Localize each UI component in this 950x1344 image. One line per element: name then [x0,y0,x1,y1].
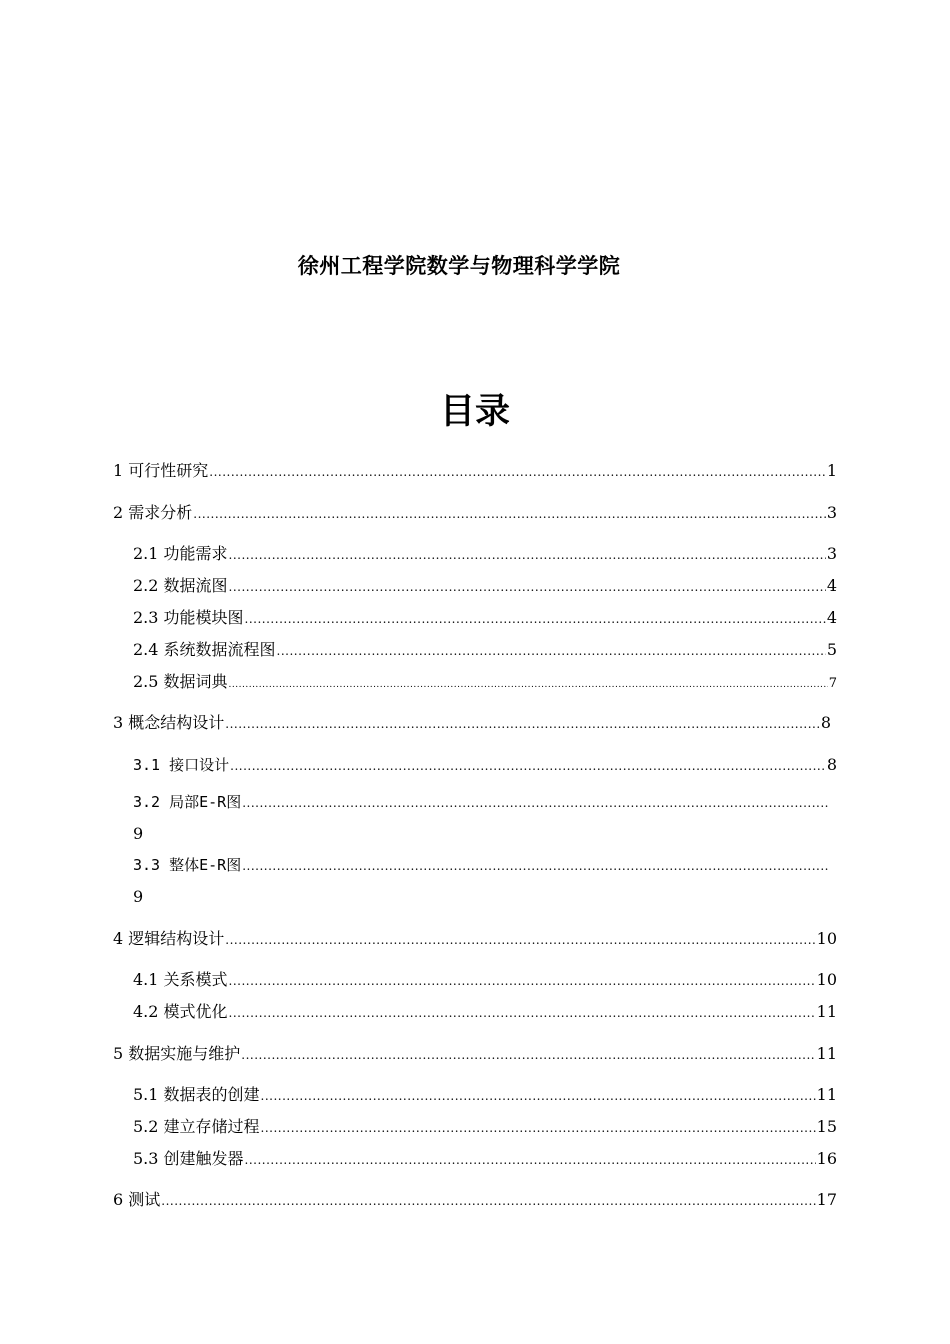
toc-entry-text: 2 需求分析 [113,503,193,522]
toc-entry-page: 1 [826,461,837,480]
toc-entry-3[interactable] [113,713,831,734]
toc-entry-text: 3.3 整体E-R图 [133,856,242,874]
toc-entry-2-4[interactable] [133,640,837,661]
toc-entry-text: 2.3 功能模块图 [133,608,244,627]
toc-entry-page: 15 [816,1117,837,1136]
dot-leader [193,504,826,524]
toc-entry-text: 4.1 关系模式 [133,970,228,989]
toc-entry-text: 5.3 创建触发器 [133,1149,244,1168]
toc-entry-text: 3.1 接口设计 [133,756,230,774]
dot-leader [161,1191,815,1211]
toc-entry-page: 4 [826,576,837,595]
dot-leader [245,609,826,629]
toc-entry-5-1[interactable] [133,1085,837,1106]
dot-leader [229,971,816,991]
dot-leader [242,856,830,876]
toc-entry-page: 10 [816,929,837,948]
toc-entry-5-2[interactable] [133,1117,837,1138]
college-name: 徐州工程学院数学与物理科学学院 [297,254,621,278]
toc-entry-3-2[interactable] [133,792,831,813]
toc-entry-page: 5 [826,640,837,659]
dot-leader [229,1003,816,1023]
dot-leader [225,714,820,734]
toc-entry-page: 16 [816,1149,837,1168]
toc-entry-text: 1 可行性研究 [113,461,209,480]
toc-entry-page: 3 [826,503,837,522]
toc-entry-3-3[interactable] [133,855,831,876]
toc-entry-text: 6 测试 [113,1190,161,1209]
toc-entry-text: 5.1 数据表的创建 [133,1085,260,1104]
dot-leader [245,1150,816,1170]
dot-leader [261,1118,816,1138]
toc-entry-page: 8 [826,755,837,774]
toc-entry-2[interactable] [113,503,837,524]
dot-leader [229,577,826,597]
toc-entry-5[interactable] [113,1044,837,1065]
toc-entry-2-2[interactable] [133,576,837,597]
toc-entry-text: 2.4 系统数据流程图 [133,640,276,659]
toc-entry-4[interactable] [113,929,837,950]
toc-entry-page: 11 [816,1002,837,1021]
dot-leader [277,641,826,661]
dot-leader [225,930,815,950]
toc-entry-text: 4 逻辑结构设计 [113,929,225,948]
dot-leader [209,462,826,482]
toc-entry-page: 8 [820,713,831,732]
dot-leader [229,545,826,565]
toc-entry-page: 3 [826,544,837,563]
toc-entry-page: 7 [828,676,837,691]
toc-entry-page: 4 [826,608,837,627]
toc-entry-3-3-page: 9 [133,887,144,906]
toc-entry-text: 4.2 模式优化 [133,1002,228,1021]
dot-leader [230,756,826,776]
toc-entry-6[interactable] [113,1190,837,1211]
toc-entry-4-1[interactable] [133,970,837,991]
toc-entry-page: 17 [816,1190,837,1209]
toc-title: 目录 [439,392,510,432]
dot-leader [242,793,830,813]
toc-entry-3-1[interactable] [133,755,837,776]
toc-entry-4-2[interactable] [133,1002,837,1023]
dot-leader [261,1086,816,1106]
toc-entry-text: 2.1 功能需求 [133,544,228,563]
toc-entry-text: 3 概念结构设计 [113,713,225,732]
toc-entry-2-1[interactable] [133,544,837,565]
toc-entry-text: 5 数据实施与维护 [113,1044,241,1063]
toc-entry-page: 11 [816,1085,837,1104]
dot-leader [229,675,828,695]
toc-entry-page: 11 [816,1044,837,1063]
toc-entry-text: 3.2 局部E-R图 [133,793,242,811]
toc-entry-text: 5.2 建立存储过程 [133,1117,260,1136]
toc-entry-3-2-page: 9 [133,824,144,843]
toc-entry-1[interactable] [113,461,837,482]
toc-entry-text: 2.5 数据词典 [133,672,228,691]
dot-leader [241,1045,815,1065]
toc-entry-page: 10 [816,970,837,989]
toc-entry-2-5[interactable] [133,672,837,695]
toc-entry-5-3[interactable] [133,1149,837,1170]
toc-entry-2-3[interactable] [133,608,837,629]
toc-entry-text: 2.2 数据流图 [133,576,228,595]
